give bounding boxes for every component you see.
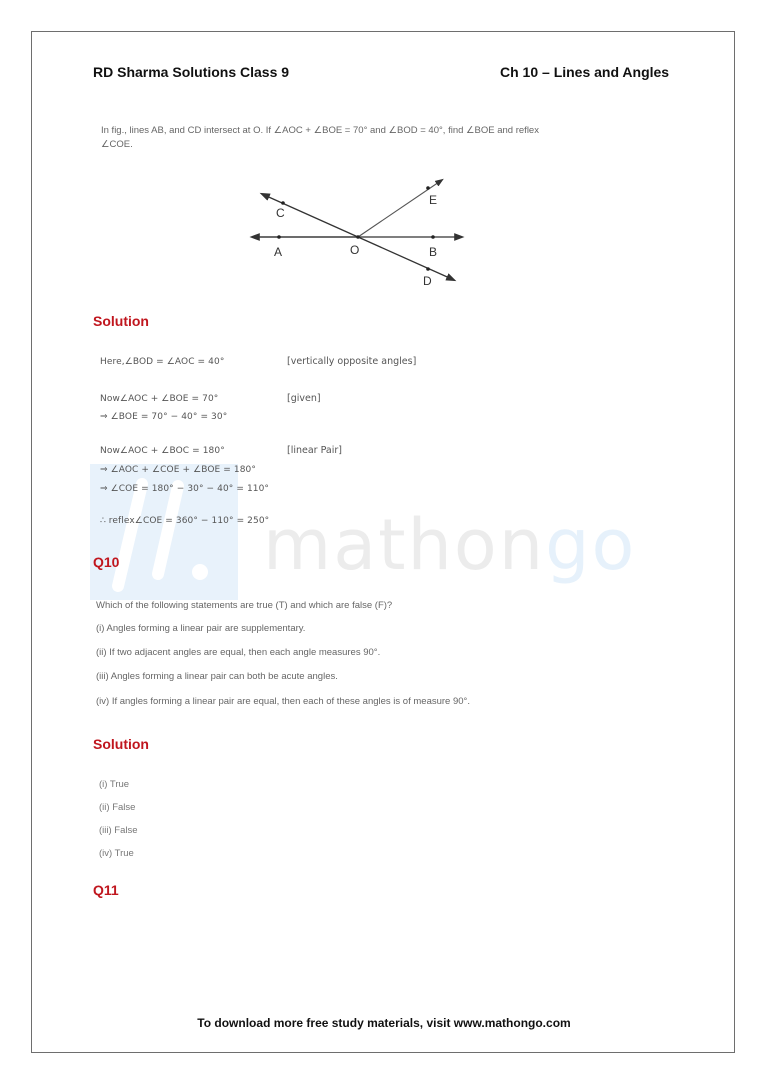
q9-question-line2: ∠COE. <box>101 139 133 150</box>
q11-heading: Q11 <box>93 882 119 898</box>
solution-step-7: ∴ reflex∠COE = 360° − 110° = 250° <box>100 516 270 526</box>
label-A: A <box>274 245 283 259</box>
footer-download-note: To download more free study materials, visit www.mathongo.com <box>197 1016 571 1030</box>
q10-statement-3: (iii) Angles forming a linear pair can both be acute angles. <box>96 671 338 682</box>
header-book-title: RD Sharma Solutions Class 9 <box>93 64 290 80</box>
q10-prompt: Which of the following statements are true (T) and which are false (F)? <box>96 600 393 611</box>
watermark-brand-accent: go <box>545 504 637 586</box>
lines-angles-figure <box>240 170 480 300</box>
q9-solution-heading: Solution <box>93 313 149 329</box>
q9-question-line1: In fig., lines AB, and CD intersect at O. If ∠AOC + ∠BOE = 70° and ∠BOD = 40°, find ∠BOE and reflex <box>101 125 539 136</box>
q10-statement-2: (ii) If two adjacent angles are equal, then each angle measures 90°. <box>96 647 381 658</box>
q10-answer-4: (iv) True <box>99 848 134 859</box>
solution-step-4: Now∠AOC + ∠BOC = 180° <box>100 446 225 456</box>
solution-step-5: ⇒ ∠AOC + ∠COE + ∠BOE = 180° <box>100 465 256 475</box>
solution-reason-2: [given] <box>287 393 321 404</box>
label-E: E <box>429 193 438 207</box>
label-C: C <box>276 206 285 220</box>
label-B: B <box>429 245 438 259</box>
label-O: O <box>350 243 360 257</box>
q10-heading: Q10 <box>93 554 120 570</box>
solution-step-1: Here,∠BOD = ∠AOC = 40° <box>100 357 225 367</box>
q10-solution-heading: Solution <box>93 736 149 752</box>
solution-reason-4: [linear Pair] <box>287 445 342 456</box>
q10-answer-2: (ii) False <box>99 802 136 813</box>
q10-statement-1: (i) Angles forming a linear pair are supplementary. <box>96 623 306 634</box>
q10-answer-1: (i) True <box>99 779 130 790</box>
solution-reason-1: [vertically opposite angles] <box>287 356 417 367</box>
solution-step-3: ⇒ ∠BOE = 70° − 40° = 30° <box>100 412 228 422</box>
label-D: D <box>423 274 432 288</box>
header-chapter-title: Ch 10 – Lines and Angles <box>500 64 670 80</box>
watermark-brand: mathon <box>263 504 546 586</box>
solution-step-6: ⇒ ∠COE = 180° − 30° − 40° = 110° <box>100 484 270 494</box>
q9-question <box>101 124 601 152</box>
q10-answer-3: (iii) False <box>99 825 138 836</box>
solution-step-2: Now∠AOC + ∠BOE = 70° <box>100 394 219 404</box>
q10-statement-4: (iv) If angles forming a linear pair are equal, then each of these angles is of measure 90°. <box>96 696 470 707</box>
